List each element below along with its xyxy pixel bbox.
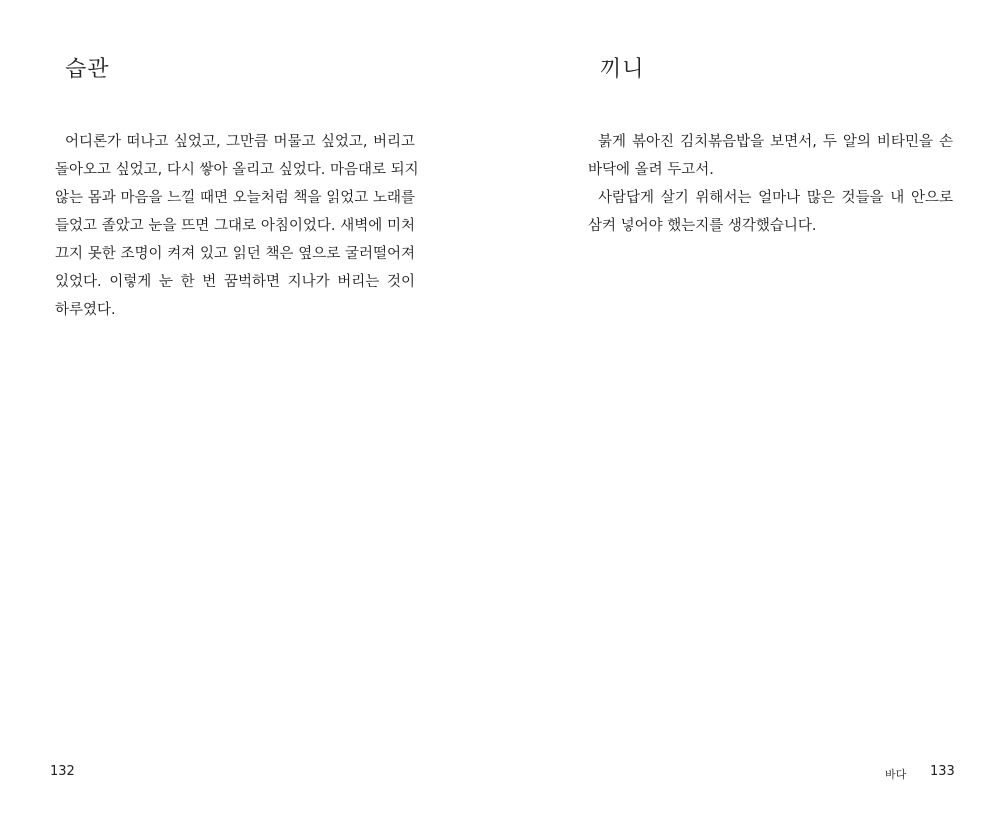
page-number: 132 bbox=[50, 764, 75, 779]
right-page bbox=[500, 0, 1000, 825]
running-head: 바다 bbox=[885, 768, 907, 781]
text-line: 붉게 볶아진 김치볶음밥을 보면서, 두 알의 비타민을 손 bbox=[598, 134, 953, 150]
text-line: 않는 몸과 마음을 느낄 때면 오늘처럼 책을 읽었고 노래를 bbox=[55, 190, 415, 206]
text-line: 어디론가 떠나고 싶었고, 그만큼 머물고 싶었고, 버리고 bbox=[65, 134, 415, 150]
text-line: 바닥에 올려 두고서. bbox=[588, 162, 714, 178]
right-page-title: 끼니 bbox=[600, 57, 645, 82]
left-page-title: 습관 bbox=[65, 57, 110, 82]
right-page-body bbox=[588, 128, 953, 240]
text-line: 하루였다. bbox=[55, 302, 116, 318]
text-line: 있었다. 이렇게 눈 한 번 꿈벅하면 지나가 버리는 것이 bbox=[55, 274, 415, 290]
text-line: 들었고 졸았고 눈을 뜨면 그대로 아침이었다. 새벽에 미처 bbox=[55, 218, 415, 234]
text-line: 사람답게 살기 위해서는 얼마나 많은 것들을 내 안으로 bbox=[598, 190, 953, 206]
page-number: 133 bbox=[930, 764, 955, 779]
text-line: 돌아오고 싶었고, 다시 쌓아 올리고 싶었다. 마음대로 되지 bbox=[55, 162, 419, 178]
text-line: 삼켜 넣어야 했는지를 생각했습니다. bbox=[588, 218, 817, 234]
text-line: 끄지 못한 조명이 켜져 있고 읽던 책은 옆으로 굴러떨어져 bbox=[55, 246, 415, 262]
left-page-body bbox=[55, 128, 419, 324]
